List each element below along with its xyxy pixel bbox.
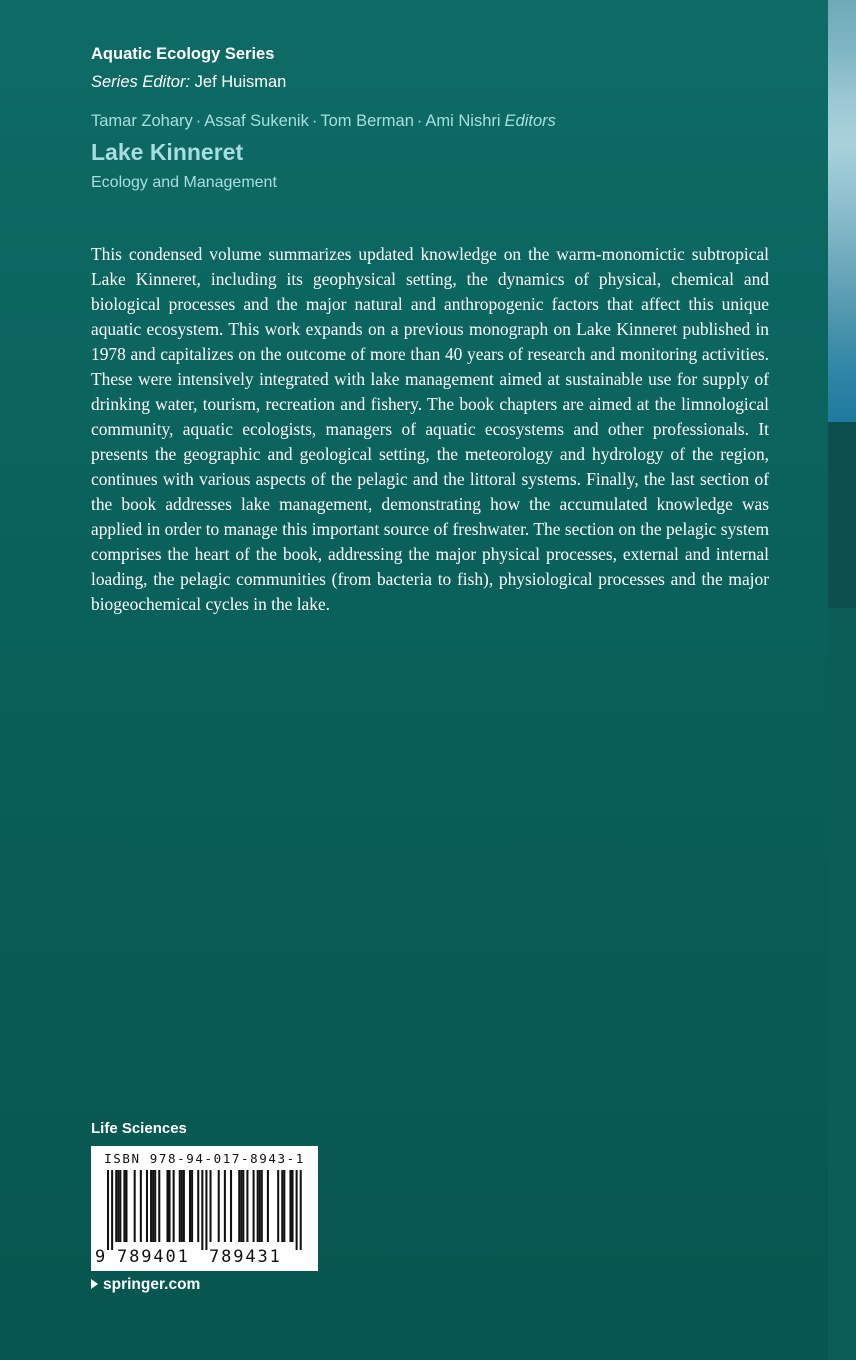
barcode-bar [230,1170,232,1242]
name-separator: · [311,112,318,130]
isbn-label: ISBN 978-94-017-8943-1 [104,1151,305,1166]
barcode-bar [134,1170,136,1242]
barcode-bar [210,1170,212,1242]
barcode-bar [289,1170,291,1242]
barcode-bar [277,1170,279,1242]
book-title: Lake Kinneret [91,139,244,165]
barcode-bar [166,1170,168,1242]
barcode-bar [191,1170,193,1242]
barcode-bar [152,1170,154,1242]
barcode-bar [267,1170,269,1242]
barcode-bar [115,1170,117,1242]
barcode-bar [146,1170,148,1242]
barcode-bar [201,1170,203,1250]
barcode-bar [197,1170,199,1242]
series-editor-label: Series Editor: [91,73,191,91]
barcode-bar [246,1170,248,1242]
barcode-bar [292,1170,294,1242]
isbn-barcode [91,1146,318,1271]
barcode-bar [205,1170,207,1250]
barcode-bar [123,1170,125,1242]
barcode-bar [259,1170,261,1242]
publisher-link[interactable] [91,1276,200,1294]
spine-lake-photo [828,0,856,422]
ean-right-group: 789431 [209,1247,282,1267]
name-separator: · [195,112,202,130]
barcode-bar [173,1170,175,1242]
barcode-bar [107,1170,109,1250]
ean-first-digit: 9 [95,1247,106,1267]
barcode-bar [140,1170,142,1242]
barcode-bar [242,1170,244,1242]
editor-name: Ami Nishri [425,112,501,130]
barcode-bar [240,1170,242,1242]
name-separator: · [416,112,423,130]
barcode-bar [181,1170,183,1242]
book-subtitle: Ecology and Management [91,174,277,191]
barcode-bar [253,1170,255,1242]
subject-category: Life Sciences [91,1120,187,1137]
editor-name: Tom Berman [320,112,414,130]
barcode-bar [218,1170,220,1242]
series-editor-name: Jef Huisman [194,73,287,91]
spine-dark-band [828,422,856,608]
barcode-bar [154,1170,156,1242]
editor-name: Assaf Sukenik [204,112,309,130]
barcode-bar [238,1170,240,1242]
barcode-bar [283,1170,285,1242]
barcode-bar [183,1170,185,1242]
barcode-bar [125,1170,127,1242]
barcode-bar [300,1170,302,1250]
barcode-bar [281,1170,283,1242]
ean-left-group: 789401 [117,1247,190,1267]
barcode-bar [119,1170,121,1242]
barcode-bar [150,1170,152,1242]
series-title: Aquatic Ecology Series [91,45,275,63]
editor-name: Tamar Zohary [91,112,193,130]
barcode-bar [189,1170,191,1242]
barcode-bar [169,1170,171,1242]
barcode-bar [257,1170,259,1242]
publisher-url: springer.com [103,1276,201,1293]
barcode-bar [179,1170,181,1242]
barcode-bar [224,1170,226,1242]
barcode-bar [117,1170,119,1242]
barcode-bar [296,1170,298,1250]
arrow-right-icon [91,1279,98,1289]
editors-role: Editors [504,112,556,130]
series-editor [91,73,286,92]
barcode-bar [111,1170,113,1250]
barcode-bar [158,1170,160,1242]
barcode-bar [261,1170,263,1242]
editors-line [91,112,556,131]
blurb-text: This condensed volume summarizes updated knowledge on the warm-monomictic subtropical Lake Kinneret, including its geophysical setting, the dynamics of physical, chemical and biological processes and the major natural and anthropogenic factors that affect this unique aquatic ecosystem. This work expands on a previous monograph on Lake Kinneret published in 1978 and capitalizes on the outcome of more than 40 years of research and monitoring activities. These were intensively integrated with lake management aimed at sustainable use for supply of drinking water, tourism, recreation and fishery. The book chapters are aimed at the limnological community, aquatic ecologists, managers of aquatic ecosystems and other professionals. It presents the geographic and geological setting, the meteorology and hydrology of the region, continues with various aspects of the pelagic and the littoral systems. Finally, the last section of the book addresses lake management, demonstrating how the accumulated knowledge was applied in order to manage this important source of freshwater. The section on the pelagic system comprises the heart of the book, addressing the major physical processes, external and internal loading, the pelagic communities (from bacteria to fish), physiological processes and the major biogeochemical cycles in the lake. [91,244,769,614]
